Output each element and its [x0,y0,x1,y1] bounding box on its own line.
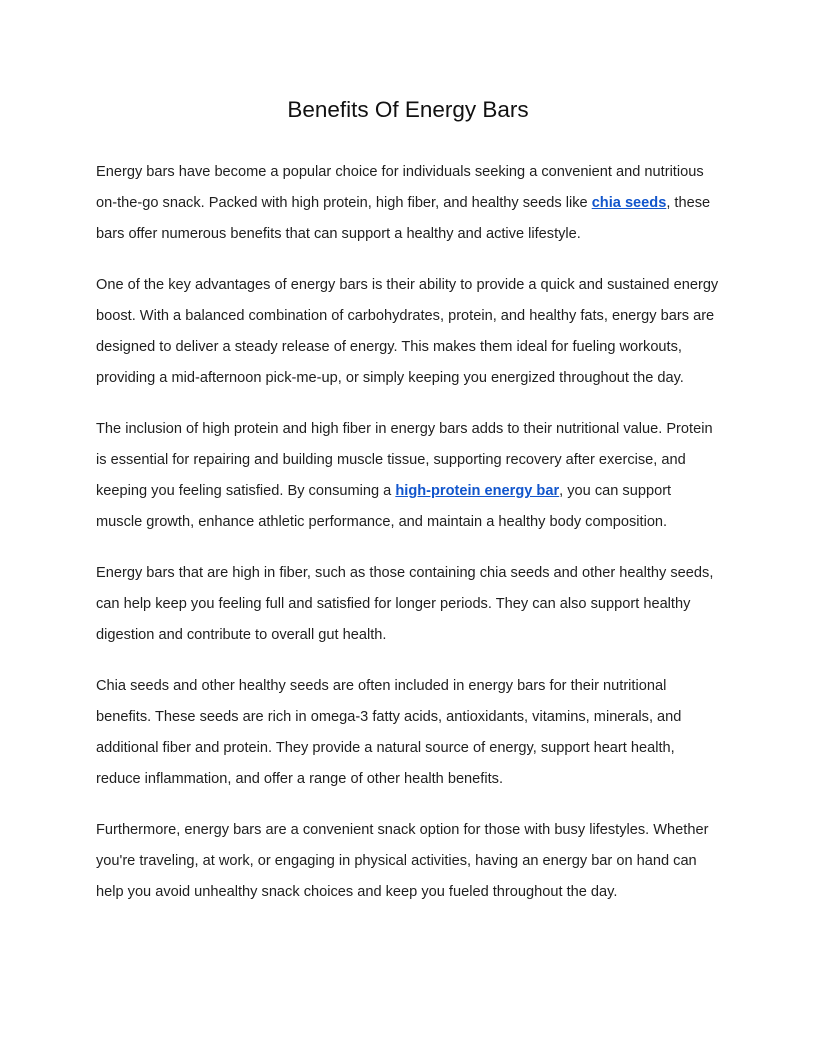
document-title: Benefits Of Energy Bars [287,97,529,122]
paragraph-intro-text-after: , these bars offer numerous benefits that can support a healthy and active lifestyle. [96,195,711,242]
paragraph-protein-text-before: The inclusion of high protein and high fiber in energy bars adds to their nutritional value. Protein is essential for repairing and building muscle tissue, supporting recovery after exercise, and keeping you feeling satisfied. By consuming a [96,421,713,499]
high-protein-energy-bar-link[interactable]: high-protein energy bar [395,483,560,499]
paragraph-energy-boost: One of the key advantages of energy bars is their ability to provide a quick and sustained energy boost. With a balanced combination of carbohydrates, protein, and healthy fats, energy bars are designed to deliver a steady release of energy. This makes them ideal for fueling workouts, providing a mid-afternoon pick-me-up, or simply keeping you energized throughout the day. [96,277,719,386]
chia-seeds-link[interactable]: chia seeds [591,195,667,211]
paragraph-protein-fiber [96,414,721,538]
paragraph-protein-text-after: , you can support muscle growth, enhance athletic performance, and maintain a healthy body composition. [96,483,672,530]
paragraph-seeds: Chia seeds and other healthy seeds are often included in energy bars for their nutritional benefits. These seeds are rich in omega-3 fatty acids, antioxidants, vitamins, minerals, and additional fiber and protein. They provide a natural source of energy, support heart health, reduce inflammation, and offer a range of other health benefits. [96,678,682,787]
paragraph-convenience: Furthermore, energy bars are a convenient snack option for those with busy lifestyles. Whether you're traveling, at work, or engaging in physical activities, having an energy bar on hand can help you avoid unhealthy snack choices and keep you fueled throughout the day. [96,822,709,900]
paragraph-intro-text-before: Energy bars have become a popular choice for individuals seeking a convenient and nutritious on-the-go snack. Packed with high protein, high fiber, and healthy seeds like [96,164,704,211]
document-body [96,157,721,928]
paragraph-fiber: Energy bars that are high in fiber, such as those containing chia seeds and other healthy seeds, can help keep you feeling full and satisfied for longer periods. They can also support healthy digestion and contribute to overall gut health. [96,565,714,643]
paragraph-intro [96,157,721,250]
